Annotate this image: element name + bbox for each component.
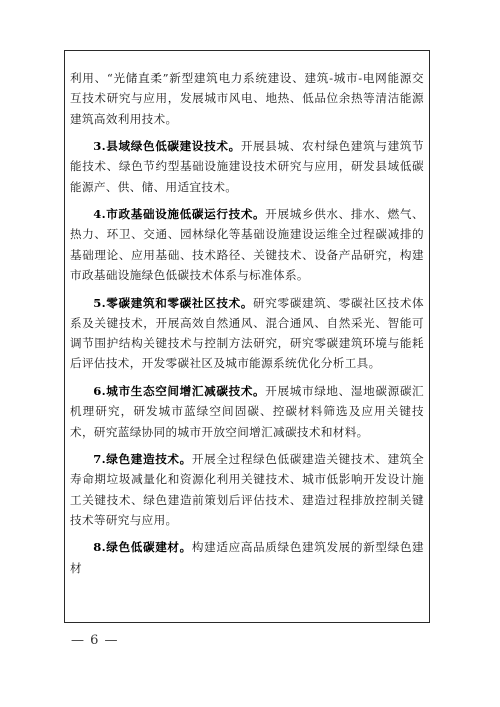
item-heading: 3.县域绿色低碳建设技术。	[93, 139, 241, 154]
item-heading: 4.市政基础设施低碳运行技术。	[93, 207, 266, 222]
page-number: — 6 —	[71, 633, 119, 648]
paragraph-item-4	[70, 204, 424, 285]
paragraph-item-7	[70, 449, 424, 530]
paragraph-continuation	[70, 68, 424, 129]
paragraph-item-6	[70, 381, 424, 442]
paragraph-text: 研究零碳建筑、零碳社区技术体系及关键技术，开展高效自然通风、混合通风、自然采光、智能可调节围护结构关键技术与控制方法研究，研究零碳建筑环境与能耗后评估技术，开发零碳社区及城市能源系统优化分析工具。	[70, 295, 424, 371]
paragraph-text: 利用、“光储直柔”新型建筑电力系统建设、建筑-城市-电网能源交互技术研究与应用，发展城市风电、地热、低品位余热等清洁能源建筑高效利用技术。	[70, 71, 424, 126]
paragraph-text: 开展城市绿地、湿地碳源碳汇机理研究，研发城市蓝绿空间固碳、控碳材料筛选及应用关键技术，研究蓝绿协同的城市开放空间增汇减碳技术和材料。	[70, 383, 424, 439]
paragraph-item-5	[70, 293, 424, 374]
item-heading: 5.零碳建筑和零碳社区技术。	[93, 295, 254, 310]
paragraph-text: 开展城乡供水、排水、燃气、热力、环卫、交通、园林绿化等基础设施建设运维全过程碳减排的基础理论、应用基础、技术路径、关键技术、设备产品研究，构建市政基础设施绿色低碳技术体系与标准体系。	[70, 207, 424, 283]
paragraph-item-8	[70, 537, 424, 578]
document-frame	[64, 50, 430, 623]
paragraph-text: 开展全过程绿色低碳建造关键技术、建筑全寿命期垃圾减量化和资源化利用关键技术、城市低影响开发设计施工关键技术、绿色建造前策划后评估技术、建造过程排放控制关键技术等研究与应用。	[70, 451, 424, 527]
paragraph-item-3	[70, 136, 424, 197]
item-heading: 6.城市生态空间增汇减碳技术。	[93, 383, 266, 398]
item-heading: 8.绿色低碳建材。	[93, 540, 192, 555]
paragraph-text: 构建适应高品质绿色建筑发展的新型绿色建材	[70, 540, 424, 575]
item-heading: 7.绿色建造技术。	[93, 451, 192, 466]
paragraph-text: 开展县城、农村绿色建筑与建筑节能技术、绿色节约型基础设施建设技术研究与应用，研发县域低碳能源产、供、储、用适宜技术。	[70, 139, 424, 194]
